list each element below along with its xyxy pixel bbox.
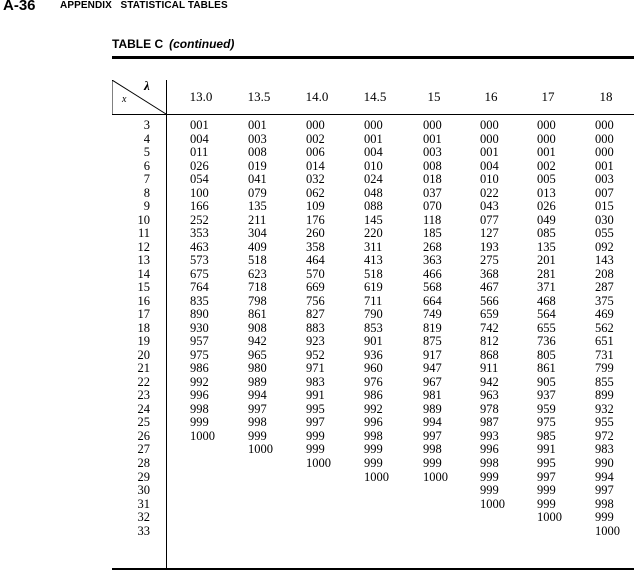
table-cell: 135 xyxy=(248,199,267,214)
table-cell: 1000 xyxy=(595,523,620,538)
table-top-rule xyxy=(112,56,634,59)
table-cell: 983 xyxy=(595,442,614,457)
table-cell: 176 xyxy=(306,212,325,227)
table-cell: 193 xyxy=(480,239,499,254)
table-title-note: (continued) xyxy=(169,37,235,51)
table-cell: 756 xyxy=(306,293,325,308)
table-cell: 659 xyxy=(480,307,499,322)
table-cell: 001 xyxy=(423,131,442,146)
table-cell: 037 xyxy=(423,185,442,200)
table-cell: 997 xyxy=(537,469,556,484)
table-cell: 835 xyxy=(190,293,209,308)
table-cell: 054 xyxy=(190,172,209,187)
table-cell: 932 xyxy=(595,401,614,416)
x-value: 15 xyxy=(137,280,150,295)
table-cell: 999 xyxy=(306,428,325,443)
table-cell: 006 xyxy=(306,145,325,160)
table-cell: 019 xyxy=(248,158,267,173)
table-cell: 564 xyxy=(537,307,556,322)
x-value: 20 xyxy=(137,347,150,362)
table-cell: 145 xyxy=(364,212,383,227)
table-cell: 981 xyxy=(423,388,442,403)
table-cell: 048 xyxy=(364,185,383,200)
table-cell: 875 xyxy=(423,334,442,349)
table-cell: 917 xyxy=(423,347,442,362)
x-value: 13 xyxy=(137,253,150,268)
table-cell: 022 xyxy=(480,185,499,200)
table-cell: 998 xyxy=(190,401,209,416)
table-cell: 018 xyxy=(423,172,442,187)
table-cell: 623 xyxy=(248,266,267,281)
table-cell: 963 xyxy=(480,388,499,403)
table-cell: 718 xyxy=(248,280,267,295)
table-cell: 942 xyxy=(248,334,267,349)
table-cell: 287 xyxy=(595,280,614,295)
x-value: 16 xyxy=(137,293,150,308)
table-cell: 669 xyxy=(306,280,325,295)
table-cell: 375 xyxy=(595,293,614,308)
table-cell: 989 xyxy=(423,401,442,416)
table-cell: 000 xyxy=(364,118,383,132)
x-value: 3 xyxy=(143,118,150,132)
table-cell: 952 xyxy=(306,347,325,362)
table-cell: 997 xyxy=(306,415,325,430)
table-cell: 011 xyxy=(190,145,209,160)
lambda-header: 16 xyxy=(484,89,498,104)
table-cell: 467 xyxy=(480,280,499,295)
table-cell: 998 xyxy=(248,415,267,430)
table-cell: 000 xyxy=(480,118,499,132)
table-cell: 799 xyxy=(595,361,614,376)
table-cell: 619 xyxy=(364,280,383,295)
table-cell: 883 xyxy=(306,320,325,335)
table-cell: 079 xyxy=(248,185,267,200)
table-cell: 999 xyxy=(537,496,556,511)
table-cell: 999 xyxy=(423,456,442,470)
table-cell: 304 xyxy=(248,226,267,241)
table-cell: 001 xyxy=(248,118,267,132)
table-cell: 996 xyxy=(364,415,383,430)
table-cell: 999 xyxy=(364,442,383,457)
lambda-header: 14.5 xyxy=(363,89,387,104)
x-value: 14 xyxy=(137,266,150,281)
corner-diagonal xyxy=(112,80,168,115)
table-cell: 1000 xyxy=(537,510,562,525)
table-cell: 999 xyxy=(364,456,383,470)
table-cell: 999 xyxy=(480,469,499,484)
table-cell: 518 xyxy=(364,266,383,281)
table-cell: 790 xyxy=(364,307,383,322)
table-cell: 980 xyxy=(248,361,267,376)
table-cell: 993 xyxy=(480,428,499,443)
x-value: 8 xyxy=(143,185,150,200)
x-value: 30 xyxy=(137,483,150,498)
table-cell: 469 xyxy=(595,307,614,322)
lambda-symbol: λ xyxy=(144,78,150,93)
table-cell: 268 xyxy=(423,239,442,254)
table-cell: 008 xyxy=(423,158,442,173)
table-cell: 997 xyxy=(248,401,267,416)
table-cell: 711 xyxy=(364,293,383,308)
table-cell: 368 xyxy=(480,266,499,281)
table-cell: 464 xyxy=(306,253,325,268)
table-cell: 731 xyxy=(595,347,614,362)
table-cell: 100 xyxy=(190,185,209,200)
x-value: 23 xyxy=(137,388,150,403)
lambda-header: 15 xyxy=(427,89,441,104)
table-cell: 976 xyxy=(364,374,383,389)
x-value: 17 xyxy=(137,307,150,322)
table-cell: 000 xyxy=(537,118,556,132)
table-cell: 201 xyxy=(537,253,556,268)
x-value: 4 xyxy=(143,131,150,146)
table-cell: 936 xyxy=(364,347,383,362)
table-cell: 997 xyxy=(595,483,614,498)
table-cell: 998 xyxy=(423,442,442,457)
table-cell: 987 xyxy=(480,415,499,430)
table-cell: 135 xyxy=(537,239,556,254)
table-cell: 986 xyxy=(190,361,209,376)
table-cell: 923 xyxy=(306,334,325,349)
table-cell: 967 xyxy=(423,374,442,389)
table-cell: 965 xyxy=(248,347,267,362)
table-cell: 000 xyxy=(595,131,614,146)
table-cell: 986 xyxy=(364,388,383,403)
lambda-header: 13.5 xyxy=(247,89,271,104)
table-cell: 996 xyxy=(190,388,209,403)
table-cell: 062 xyxy=(306,185,325,200)
table-cell: 997 xyxy=(423,428,442,443)
table-cell: 960 xyxy=(364,361,383,376)
table-bottom-rule xyxy=(112,568,634,570)
table-cell: 983 xyxy=(306,374,325,389)
table-label: TABLE C xyxy=(112,37,164,51)
table-cell: 995 xyxy=(306,401,325,416)
table-cell: 010 xyxy=(480,172,499,187)
table-cell: 947 xyxy=(423,361,442,376)
x-column-divider xyxy=(166,80,167,568)
table-cell: 000 xyxy=(595,118,614,132)
table-cell: 994 xyxy=(595,469,614,484)
table-cell: 999 xyxy=(480,483,499,498)
table-cell: 971 xyxy=(306,361,325,376)
table-cell: 957 xyxy=(190,334,209,349)
table-cell: 1000 xyxy=(480,496,505,511)
table-cell: 118 xyxy=(423,212,442,227)
table-cell: 003 xyxy=(248,131,267,146)
table-cell: 363 xyxy=(423,253,442,268)
table-cell: 001 xyxy=(364,131,383,146)
table-cell: 001 xyxy=(480,145,499,160)
x-value: 19 xyxy=(137,334,150,349)
table-cell: 999 xyxy=(306,442,325,457)
table-cell: 026 xyxy=(190,158,209,173)
table-cell: 996 xyxy=(480,442,499,457)
table-cell: 742 xyxy=(480,320,499,335)
table-cell: 088 xyxy=(364,199,383,214)
table-cell: 861 xyxy=(537,361,556,376)
table-cell: 990 xyxy=(595,456,614,470)
table-cell: 015 xyxy=(595,199,614,214)
table-cell: 005 xyxy=(537,172,556,187)
table-cell: 001 xyxy=(537,145,556,160)
table-cell: 890 xyxy=(190,307,209,322)
table-cell: 978 xyxy=(480,401,499,416)
x-value: 26 xyxy=(137,428,150,443)
table-cell: 675 xyxy=(190,266,209,281)
table-cell: 001 xyxy=(190,118,209,132)
table-cell: 208 xyxy=(595,266,614,281)
table-cell: 220 xyxy=(364,226,383,241)
x-value: 33 xyxy=(137,523,150,538)
table-cell: 002 xyxy=(537,158,556,173)
table-cell: 999 xyxy=(537,483,556,498)
table-cell: 004 xyxy=(480,158,499,173)
table-cell: 004 xyxy=(364,145,383,160)
table-cell: 002 xyxy=(306,131,325,146)
table-cell: 566 xyxy=(480,293,499,308)
table-cell: 003 xyxy=(423,145,442,160)
table-cell: 905 xyxy=(537,374,556,389)
table-cell: 975 xyxy=(190,347,209,362)
table-cell: 999 xyxy=(190,415,209,430)
table-cell: 994 xyxy=(423,415,442,430)
table-cell: 899 xyxy=(595,388,614,403)
lambda-header: 14.0 xyxy=(305,89,329,104)
table-cell: 000 xyxy=(306,118,325,132)
lambda-header: 13.0 xyxy=(189,89,213,104)
x-value: 7 xyxy=(143,172,150,187)
running-head: APPENDIX STATISTICAL TABLES xyxy=(60,0,228,11)
lambda-header: 18 xyxy=(599,89,613,104)
table-cell: 463 xyxy=(190,239,209,254)
table-cell: 092 xyxy=(595,239,614,254)
table-cell: 901 xyxy=(364,334,383,349)
table-cell: 805 xyxy=(537,347,556,362)
table-cell: 991 xyxy=(306,388,325,403)
table-cell: 466 xyxy=(423,266,442,281)
table-cell: 252 xyxy=(190,212,209,227)
table-cell: 043 xyxy=(480,199,499,214)
table-cell: 185 xyxy=(423,226,442,241)
table-cell: 004 xyxy=(190,131,209,146)
table-cell: 562 xyxy=(595,320,614,335)
x-value: 22 xyxy=(137,374,150,389)
table-cell: 998 xyxy=(595,496,614,511)
table-cell: 998 xyxy=(480,456,499,470)
table-cell: 764 xyxy=(190,280,209,295)
x-value: 32 xyxy=(137,510,150,525)
table-cell: 260 xyxy=(306,226,325,241)
table-cell: 413 xyxy=(364,253,383,268)
page-number: A-36 xyxy=(3,0,36,14)
x-value: 5 xyxy=(143,145,150,160)
table-cell: 275 xyxy=(480,253,499,268)
x-value: 29 xyxy=(137,469,150,484)
x-symbol: x xyxy=(122,94,127,105)
table-cell: 166 xyxy=(190,199,209,214)
table-cell: 573 xyxy=(190,253,209,268)
table-cell: 007 xyxy=(595,185,614,200)
table-cell: 1000 xyxy=(423,469,448,484)
table-cell: 1000 xyxy=(248,442,273,457)
x-value: 6 xyxy=(143,158,150,173)
table-cell: 749 xyxy=(423,307,442,322)
x-value: 21 xyxy=(137,361,150,376)
x-value: 25 xyxy=(137,415,150,430)
table-cell: 049 xyxy=(537,212,556,227)
table-cell: 989 xyxy=(248,374,267,389)
table-cell: 024 xyxy=(364,172,383,187)
table-cell: 930 xyxy=(190,320,209,335)
table-cell: 000 xyxy=(537,131,556,146)
x-value: 11 xyxy=(137,226,150,241)
x-value: 9 xyxy=(143,199,150,214)
table-cell: 853 xyxy=(364,320,383,335)
table-cell: 518 xyxy=(248,253,267,268)
table-cell: 655 xyxy=(537,320,556,335)
table-cell: 281 xyxy=(537,266,556,281)
table-cell: 991 xyxy=(537,442,556,457)
table-cell: 568 xyxy=(423,280,442,295)
table-cell: 999 xyxy=(248,428,267,443)
table-cell: 000 xyxy=(480,131,499,146)
table-cell: 998 xyxy=(364,428,383,443)
table-cell: 992 xyxy=(190,374,209,389)
table-cell: 077 xyxy=(480,212,499,227)
table-cell: 055 xyxy=(595,226,614,241)
table-cell: 1000 xyxy=(306,456,331,470)
table-cell: 819 xyxy=(423,320,442,335)
table-cell: 143 xyxy=(595,253,614,268)
table-header-rule xyxy=(112,114,634,115)
table-cell: 995 xyxy=(537,456,556,470)
table-cell: 664 xyxy=(423,293,442,308)
table-cell: 1000 xyxy=(364,469,389,484)
table-cell: 371 xyxy=(537,280,556,295)
table-cell: 975 xyxy=(537,415,556,430)
table-cell: 992 xyxy=(364,401,383,416)
table-cell: 959 xyxy=(537,401,556,416)
table-cell: 008 xyxy=(248,145,267,160)
table-title xyxy=(112,37,234,51)
table-cell: 041 xyxy=(248,172,267,187)
table-cell: 013 xyxy=(537,185,556,200)
table-cell: 570 xyxy=(306,266,325,281)
table-cell: 032 xyxy=(306,172,325,187)
table-cell: 070 xyxy=(423,199,442,214)
table-cell: 085 xyxy=(537,226,556,241)
x-value: 10 xyxy=(137,212,150,227)
table-cell: 358 xyxy=(306,239,325,254)
table-cell: 127 xyxy=(480,226,499,241)
table-cell: 000 xyxy=(423,118,442,132)
table-cell: 468 xyxy=(537,293,556,308)
table-cell: 827 xyxy=(306,307,325,322)
table-cell: 868 xyxy=(480,347,499,362)
table-cell: 855 xyxy=(595,374,614,389)
x-value: 27 xyxy=(137,442,150,457)
table-cell: 030 xyxy=(595,212,614,227)
lambda-header: 17 xyxy=(541,89,555,104)
table-cell: 911 xyxy=(480,361,499,376)
table-cell: 026 xyxy=(537,199,556,214)
table-cell: 211 xyxy=(248,212,267,227)
table-cell: 651 xyxy=(595,334,614,349)
table-cell: 798 xyxy=(248,293,267,308)
x-value: 24 xyxy=(137,401,150,416)
table-cell: 994 xyxy=(248,388,267,403)
table-cell: 942 xyxy=(480,374,499,389)
x-value: 18 xyxy=(137,320,150,335)
table-cell: 353 xyxy=(190,226,209,241)
table-cell: 311 xyxy=(364,239,383,254)
x-value: 31 xyxy=(137,496,150,511)
table-cell: 999 xyxy=(595,510,614,525)
x-value: 28 xyxy=(137,456,150,470)
table-cell: 736 xyxy=(537,334,556,349)
table-cell: 812 xyxy=(480,334,499,349)
table-cell: 908 xyxy=(248,320,267,335)
table-cell: 003 xyxy=(595,172,614,187)
table-cell: 409 xyxy=(248,239,267,254)
table-cell: 010 xyxy=(364,158,383,173)
table-cell: 109 xyxy=(306,199,325,214)
table-cell: 955 xyxy=(595,415,614,430)
table-cell: 000 xyxy=(595,145,614,160)
table-cell: 972 xyxy=(595,428,614,443)
table-cell: 937 xyxy=(537,388,556,403)
x-value: 12 xyxy=(137,239,150,254)
table-cell: 985 xyxy=(537,428,556,443)
table-cell: 001 xyxy=(595,158,614,173)
table-cell: 861 xyxy=(248,307,267,322)
table-cell: 1000 xyxy=(190,428,215,443)
table-cell: 014 xyxy=(306,158,325,173)
